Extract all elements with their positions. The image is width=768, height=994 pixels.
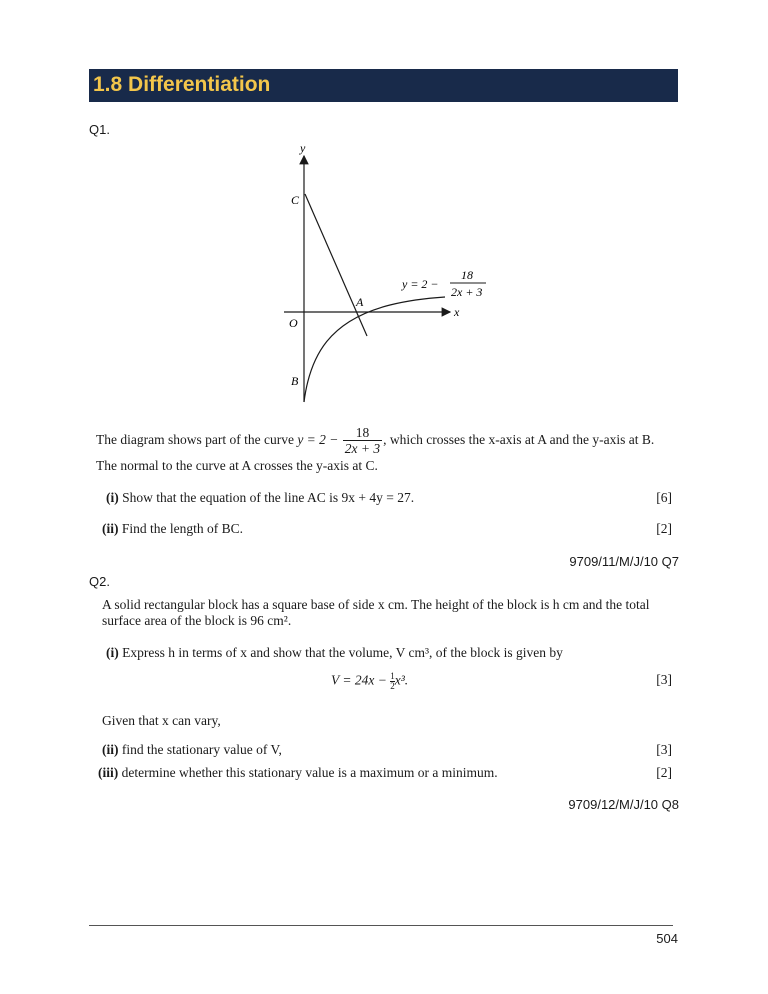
q1-reference: 9709/11/M/J/10 Q7 [569, 554, 679, 569]
q1-part-i-mark: [6] [656, 490, 672, 505]
curve-equation-num: 18 [461, 268, 473, 282]
section-title: 1.8 Differentiation [93, 73, 271, 96]
point-b-label: B [291, 374, 299, 388]
q2-part-iii-mark: [2] [656, 765, 672, 780]
q2-part-iii: (iii) determine whether this stationary value is a maximum or a minimum. [98, 765, 498, 780]
curve [304, 297, 445, 402]
curve-equation-den: 2x + 3 [451, 285, 483, 299]
curve-equation-lhs: y = 2 − [402, 277, 439, 291]
q1-stem-line1 [96, 426, 654, 456]
q1-stem-pre: The diagram shows part of the curve [96, 432, 298, 448]
q1-stem-post: , which crosses the x-axis at A and the y-axis at B. [383, 432, 655, 448]
point-c-label: C [291, 193, 300, 207]
q2-formula: V = 24x − $\frac{1}{2}x^3$. [331, 671, 409, 691]
q2-intro-line1: A solid rectangular block has a square base of side x cm. The height of the block is h cm and the total [102, 597, 650, 612]
q1-part-i: (i) Show that the equation of the line AC is 9x + 4y = 27. [106, 490, 415, 505]
q2-reference: 9709/12/M/J/10 Q8 [568, 797, 679, 812]
point-a-label: A [356, 295, 364, 309]
q1-stem-eq: y = 2 − [297, 432, 339, 448]
page-number: 504 [656, 931, 678, 946]
q2-part-i-mark: [3] [656, 672, 672, 687]
normal-line-ac [305, 194, 367, 336]
footer-divider [89, 925, 673, 926]
q2-formula-fraction: $\frac{1}{2}$ [390, 671, 395, 691]
q1-stem-fraction: $\frac{18}{2x + 3}$ [344, 425, 381, 456]
q2-label: Q2. [89, 574, 110, 589]
q1-stem-line2: The normal to the curve at A crosses the y-axis at C. [96, 458, 378, 473]
q2-part-ii-mark: [3] [656, 742, 672, 757]
q1-diagram [280, 140, 500, 410]
q2-part-ii: (ii) find the stationary value of V, [102, 742, 282, 757]
q2-intro-line2: surface area of the block is 96 cm². [102, 613, 292, 628]
q2-part-i: (i) Express h in terms of x and show that the volume, V cm³, of the block is given by [106, 645, 563, 660]
q1-label: Q1. [89, 122, 110, 137]
section-header [89, 69, 678, 102]
q2-given: Given that x can vary, [102, 713, 221, 728]
q1-part-ii-mark: [2] [656, 521, 672, 536]
y-axis-label: y [300, 141, 306, 155]
point-o-label: O [289, 316, 298, 330]
x-axis-label: x [454, 305, 460, 319]
q1-part-ii: (ii) Find the length of BC. [102, 521, 243, 536]
